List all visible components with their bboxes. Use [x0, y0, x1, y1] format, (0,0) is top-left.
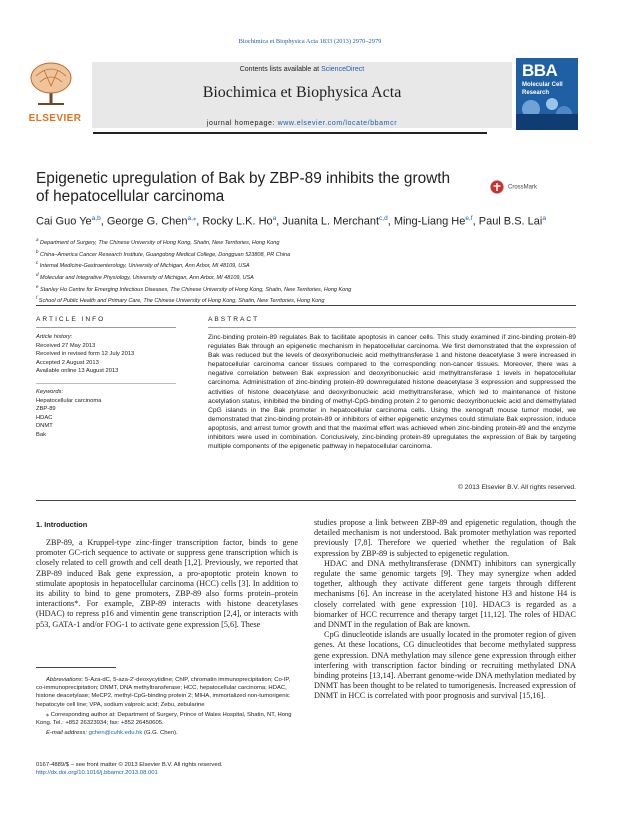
author-name[interactable]: George G. Chen: [106, 215, 188, 228]
abbreviations-label: Abbreviations:: [46, 677, 84, 683]
body-paragraph: CpG dinucleotide islands are usually located in the promoter region of given genes. At these locations, CG dinucleotides that become methylated suppress gene expression. DNA methylation may silence gene expression through either interfering with transcription factor binding or recruiting methylated DNA binding proteins [13,14]. Aberrant genome-wide DNA methylation mediated by DNMT has been thought to be related to tumorigenesis. Increased expression of DNMT in HCC is correlated with poor prognosis and survival [15,16].: [314, 630, 576, 701]
author-separator: ,: [100, 215, 107, 228]
author-name[interactable]: Cai Guo Ye: [36, 215, 92, 228]
abstract-text: Zinc-binding protein-89 regulates Bak to facilitate apoptosis in cancer cells. This study examined if zinc-binding protein-89 regulates Bak through an epigenetic mechanism in hepatocellular carcinoma. We first demonstrated that the expression of Bak was reduced but the levels of deoxyribonucleic acid methyltransferase 1 and histone deacetylase 3 were increased in hepatocellular carcinoma cancer tissues compared to the corresponding non-cancer tissues. Moreover, there was a negative correlation between Bak expression and deoxyribonucleic acid methyltransferase 1 levels in hepatocellular carcinoma. Administration of zinc-binding protein-89 downregulated histone deacetylase 3 expression and suppressed the activities of histone deacetylase and deoxyribonucleic acid methyltransferase, which led to maintenance of histone acetylation status, inhibited the binding of methyl-CpG-binding protein 2 to genomic deoxyribonucleic acid and demethylated CpG islands in the Bak promoter in hepatocellular carcinoma cells. Using the xenograft mouse tumor model, we demonstrated that zinc-binding protein-89 or inhibitors of either epigenetic enzymes could stimulate Bak expression, induce apoptosis, and arrest tumor growth and that the maximal effert was achieved when zinc-binding protein-89 and the enzyme inhibitors were used in combination. Conclusively, zinc-binding protein-89 upregulates the expression of Bak by targeting multiple components of the epigenetic pathway in hepatocellular carcinoma.: [208, 334, 576, 451]
affiliation-mark: b: [36, 248, 39, 254]
masthead-rule: [93, 132, 487, 134]
footnotes: [36, 676, 298, 739]
author-list: [36, 214, 576, 228]
history-item: Received 27 May 2013: [36, 342, 96, 349]
right-column: [314, 518, 576, 702]
abstract-rule: [208, 327, 576, 328]
affiliation-mark: c: [36, 260, 39, 266]
body-paragraph: HDAC and DNA methyltransferase (DNMT) inhibitors can synergically regulate the same genomic targets [9]. They may synergize when added together, although they activate different gene targets through different mechanisms [6]. An increase in the acetylated histone H3 and histone H4 is closely correlated with gene expression [10]. HDAC3 is regarded as a biomarker of HCC recurrence and therapy target [11,12]. The roles of HDAC and DNMT in the regulation of Bak are known.: [314, 558, 576, 630]
keyword: Bak: [36, 431, 46, 438]
homepage-link[interactable]: www.elsevier.com/locate/bbamcr: [277, 120, 398, 127]
history-item: Accepted 2 August 2013: [36, 359, 99, 366]
affiliation-mark: f: [36, 295, 38, 301]
abbreviations-footnote: [36, 676, 298, 709]
history-item: Available online 13 August 2013: [36, 368, 119, 375]
affiliation-text: Department of Surgery, The Chinese University of Hong Kong, Shatin, New Territories, Hong Kong: [40, 239, 280, 246]
author-separator: ,: [276, 215, 283, 228]
affiliation: [36, 248, 576, 260]
affiliation: [36, 236, 576, 248]
footnote-rule: [36, 667, 116, 668]
affiliation: [36, 271, 576, 283]
affiliation: [36, 259, 576, 271]
author-separator: ,: [472, 215, 479, 228]
elsevier-logo[interactable]: [26, 58, 84, 130]
journal-title: Biochimica et Biophysica Acta: [202, 84, 402, 101]
email-link[interactable]: gchen@cuhk.edu.hk: [88, 730, 143, 737]
keyword: ZBP-89: [36, 406, 56, 413]
author-affiliation-mark[interactable]: a,⁎: [187, 215, 197, 222]
cover-strip: [516, 114, 578, 130]
body-rule: [36, 500, 576, 501]
email-suffix: (G.G. Chen).: [142, 730, 178, 737]
contents-line: [92, 66, 512, 73]
affiliation-mark: e: [36, 283, 39, 289]
affiliation: [36, 283, 576, 295]
contents-prefix: Contents lists available at: [239, 66, 322, 73]
affiliation-list: [36, 236, 576, 306]
affiliation: [36, 294, 576, 306]
keyword: DNMT: [36, 423, 53, 430]
affiliation-text: Molecular and Integrative Physiology, University of Michigan, Ann Arbor, MI 48109, USA: [40, 274, 254, 281]
homepage-prefix: journal homepage:: [206, 120, 278, 127]
cover-subtitle-2: Research: [522, 90, 550, 96]
author-affiliation-mark[interactable]: a,b: [91, 215, 101, 222]
article-history: [36, 333, 176, 376]
journal-citation[interactable]: Biochimica et Biophysica Acta 1833 (2013) 2970–2979: [238, 38, 382, 45]
keywords-rule: [36, 383, 176, 384]
affiliation-text: China–America Cancer Research Institute, Guangdong Medical College, Dongguan 523808, PR China: [40, 251, 291, 258]
masthead: [26, 58, 596, 132]
author-name[interactable]: Juanita L. Merchant: [282, 215, 380, 228]
cover-subtitle-1: Molecular Cell: [522, 82, 563, 88]
crossmark-icon: [490, 180, 504, 194]
cover-title: BBA: [522, 61, 558, 80]
crossmark-label: CrossMark: [508, 184, 538, 191]
elsevier-tree-icon: [26, 58, 76, 108]
body-paragraph: ZBP-89, a Kruppel-type zinc-finger transcription factor, binds to gene promoter GC-rich sequence to activate or suppress gene transcription which is closely related to cell growth and cell death [1,2]. Previously, we reported that ZBP-89 induced Bak gene expression, a pro-apoptotic protein known to stimulate apoptosis in hepatocellular carcinoma (HCC) cells [3]. In addition to its ability to bind to gene promoters, ZBP-89 also forms protein–protein interactions*. For example, ZBP-89 interacts with histone deacetylases (HDAC) to repress p16 and vimentin gene transcription [2,4], or interacts with p53, GATA-1 and/or FOG-1 to activate gene expression [5,6]. These: [36, 538, 298, 629]
author-separator: ,: [196, 215, 203, 228]
sciencedirect-link[interactable]: ScienceDirect: [321, 66, 365, 73]
article-info-rule: [36, 327, 176, 328]
email-label: E-mail address:: [46, 730, 87, 737]
affiliation-text: Internal Medicine-Gastroenterology, University of Michigan, Ann Arbor, MI 48109, USA: [39, 263, 250, 270]
issn-block: [36, 761, 336, 777]
abbreviations-text: 5-Aza-dC, 5-aza-2′-deoxycytidine; ChIP, chromatin immunoprecipitation; Co-IP, co-immunoprecipitation; DNMT, DNA methyltransferase; HCC, hepatocellular carcinoma; HDAC, histone deacetylase; MeCP2, methyl-CpG-binding protein 2; MIHA, immortalized non-tumorigenic hepatocyte cell line; VPA, sodium valproic acid; Zebu, zebularine: [36, 677, 291, 708]
author-name[interactable]: Ming-Liang He: [393, 215, 466, 228]
affiliation-text: Stanley Ho Centre for Emerging Infectious Diseases, The Chinese University of Hong Kong, Shatin, New Territories, Hong Kong: [40, 286, 352, 293]
author-name[interactable]: Rocky L.K. Ho: [202, 215, 273, 228]
keyword: Hepatocellular carcinoma: [36, 397, 102, 404]
article-title: Epigenetic upregulation of Bak by ZBP-89 inhibits the growth of hepatocellular carcinoma: [36, 170, 451, 205]
email-footnote: [36, 729, 298, 737]
author-separator: ,: [387, 215, 394, 228]
article-info-heading: ARTICLE INFO: [36, 316, 106, 323]
corresponding-author-footnote: ⁎ Corresponding author at: Department of Surgery, Prince of Wales Hospital, Shatin, NT, Hong Kong. Tel.: +852 26323934; fax: +852 26450605.: [36, 711, 292, 727]
homepage-line: [92, 120, 512, 127]
author-name[interactable]: Paul B.S. Lai: [478, 215, 543, 228]
history-item: Received in revised form 12 July 2013: [36, 351, 135, 358]
doi-link[interactable]: http://dx.doi.org/10.1016/j.bbamcr.2013.08.001: [36, 770, 158, 777]
front-matter-line: 0167-4889/$ – see front matter © 2013 Elsevier B.V. All rights reserved.: [36, 762, 223, 768]
author-affiliation-mark[interactable]: c,d: [379, 215, 388, 222]
section-heading-introduction: 1. Introduction: [36, 520, 88, 529]
publisher-name: ELSEVIER: [28, 113, 82, 124]
journal-header-box: [92, 62, 512, 128]
abstract-heading: ABSTRACT: [208, 316, 260, 323]
author-affiliation-mark[interactable]: e,f: [465, 215, 473, 222]
author-affiliation-mark[interactable]: a: [542, 215, 546, 222]
author-affiliation-mark[interactable]: a: [272, 215, 277, 222]
history-label: Article history:: [36, 334, 73, 340]
crossmark-button[interactable]: [490, 178, 550, 192]
keywords: [36, 388, 176, 440]
left-column: [36, 538, 298, 630]
affiliation-mark: d: [36, 271, 39, 277]
copyright: © 2013 Elsevier B.V. All rights reserved.: [457, 484, 576, 491]
keyword: HDAC: [36, 414, 53, 421]
affiliation-text: School of Public Health and Primary Care, The Chinese University of Hong Kong, Shatin, New Territories, Hong Kong: [38, 297, 325, 304]
affiliations-rule: [36, 305, 576, 306]
journal-cover-image[interactable]: [516, 58, 578, 130]
affiliation-mark: a: [36, 237, 39, 242]
body-paragraph: studies propose a link between ZBP-89 and epigenetic regulation, though the detailed mechanism is not understood. Bak promoter methylation was reported previously [7,8]. Therefore we queried whether the regulation of Bak expression by ZBP-89 is subjected to epigenetic regulation.: [314, 518, 576, 558]
keywords-label: Keywords:: [36, 389, 64, 395]
